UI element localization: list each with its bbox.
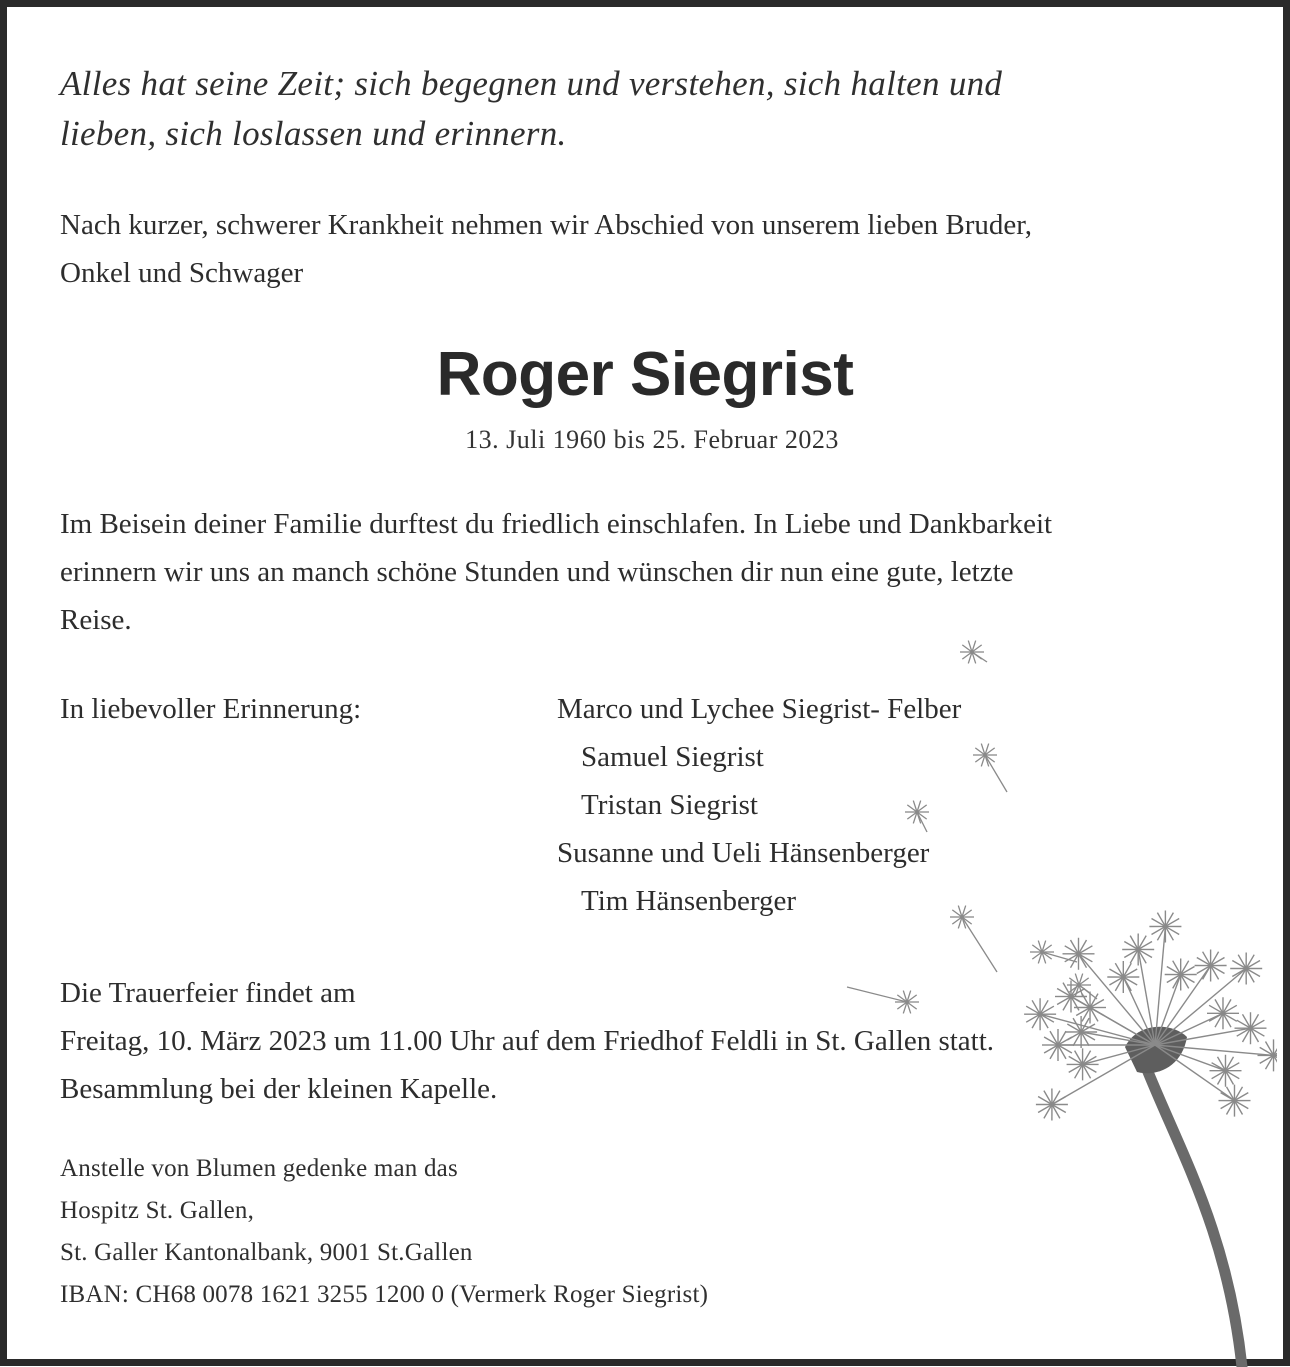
- donation-info: [60, 1148, 708, 1316]
- mourner-name: Tristan Siegrist: [557, 781, 961, 829]
- intro-line: Onkel und Schwager: [60, 249, 1240, 297]
- mourners-label: In liebevoller Erinnerung:: [60, 685, 361, 733]
- intro-line: Nach kurzer, schwerer Krankheit nehmen wir Abschied von unserem lieben Bruder,: [60, 201, 1240, 249]
- motto-line: Alles hat seine Zeit; sich begegnen und verstehen, sich halten und: [60, 59, 1240, 109]
- life-dates: 13. Juli 1960 bis 25. Februar 2023: [7, 422, 1290, 458]
- donation-line: St. Galler Kantonalbank, 9001 St.Gallen: [60, 1232, 708, 1274]
- memory-text: [60, 500, 1240, 644]
- donation-line: IBAN: CH68 0078 1621 3255 1200 0 (Vermerk Roger Siegrist): [60, 1274, 708, 1316]
- ceremony-line: Besammlung bei der kleinen Kapelle.: [60, 1065, 994, 1113]
- ceremony-line: Die Trauerfeier findet am: [60, 969, 994, 1017]
- dandelion-illustration-icon: [837, 627, 1277, 1367]
- mourner-name: Samuel Siegrist: [557, 733, 961, 781]
- donation-line: Anstelle von Blumen gedenke man das: [60, 1148, 708, 1190]
- ceremony-line: Freitag, 10. März 2023 um 11.00 Uhr auf dem Friedhof Feldli in St. Gallen statt.: [60, 1017, 994, 1065]
- motto-line: lieben, sich loslassen und erinnern.: [60, 109, 1240, 159]
- memory-line: erinnern wir uns an manch schöne Stunden und wünschen dir nun eine gute, letzte: [60, 548, 1240, 596]
- deceased-name: Roger Siegrist: [7, 332, 1283, 418]
- mourner-name: Marco und Lychee Siegrist- Felber: [557, 685, 961, 733]
- mourner-name: Tim Hänsenberger: [557, 877, 961, 925]
- memory-line: Im Beisein deiner Familie durftest du friedlich einschlafen. In Liebe und Dankbarkeit: [60, 500, 1240, 548]
- mourner-name: Susanne und Ueli Hänsenberger: [557, 829, 961, 877]
- intro-text: [60, 201, 1240, 297]
- memory-line: Reise.: [60, 596, 1240, 644]
- donation-line: Hospitz St. Gallen,: [60, 1190, 708, 1232]
- motto-quote: [60, 59, 1240, 159]
